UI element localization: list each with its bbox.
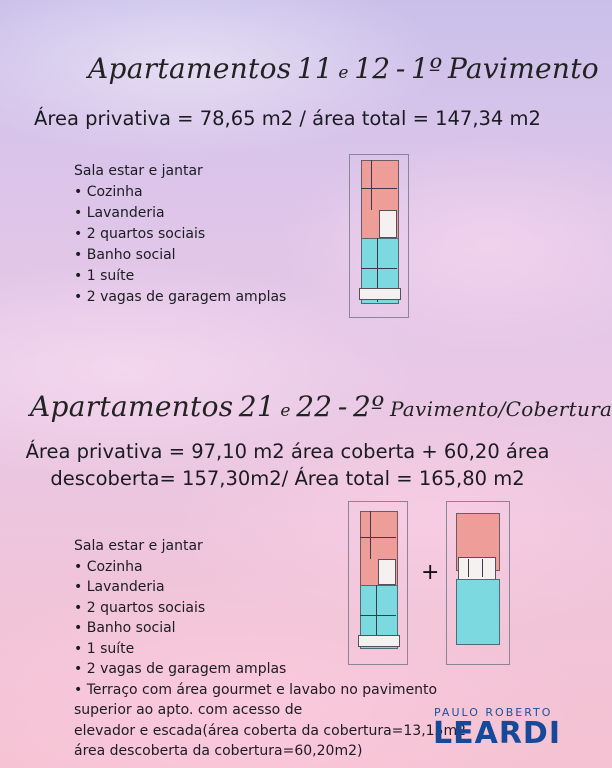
section2-title xyxy=(30,390,612,423)
section1-title-prefix: Apartamentos xyxy=(88,52,292,85)
section1-title-dash: - xyxy=(395,52,406,85)
section2-area-line2: descoberta= 157,30m2/ Área total = 165,80 m2 xyxy=(50,467,525,490)
section2-title-and: e xyxy=(280,401,291,421)
list-item: Sala estar e jantar xyxy=(74,538,203,554)
list-item: • 2 quartos sociais xyxy=(74,226,206,242)
list-item: • 2 vagas de garagem amplas xyxy=(74,289,287,305)
list-item: • Lavanderia xyxy=(74,205,165,221)
list-item: • 2 vagas de garagem amplas xyxy=(74,661,287,677)
section1-title-and: e xyxy=(338,63,349,83)
list-item: • 1 suíte xyxy=(74,268,135,284)
list-item: • 1 suíte xyxy=(74,640,135,657)
brand-logo-main: LEARDI xyxy=(433,716,561,751)
section1-title-num1: 11 xyxy=(296,52,334,85)
section2-title-floor: Pavimento/Cobertura xyxy=(389,397,612,421)
section2-title-floor-num: 2º xyxy=(352,390,385,423)
section2-title-dash: - xyxy=(337,390,348,423)
list-item: área descoberta da cobertura=60,20m2) xyxy=(74,743,363,759)
section2-title-prefix: Apartamentos xyxy=(30,390,234,423)
section1-floor-plan xyxy=(349,150,411,318)
section2-title-num2: 22 xyxy=(296,390,333,423)
section1-features-list xyxy=(74,161,286,308)
section1-area: Área privativa = 78,65 m2 / área total = 147,34 m2 xyxy=(34,107,541,130)
section2-title-num1: 21 xyxy=(238,390,276,423)
section2-area-line1: Área privativa = 97,10 m2 área coberta + 60,20 área xyxy=(25,440,550,463)
list-item: superior ao apto. com acesso de xyxy=(74,702,303,718)
section2-floor-plan xyxy=(348,497,410,665)
list-item: • Cozinha xyxy=(74,558,143,575)
section1-title-floor: Pavimento xyxy=(447,52,599,85)
section1-title xyxy=(88,52,599,85)
section1-title-num2: 12 xyxy=(354,52,391,85)
plus-sign: + xyxy=(421,560,440,585)
list-item: • Cozinha xyxy=(74,184,143,200)
list-item: • Terraço com área gourmet e lavabo no pavimento xyxy=(74,681,438,698)
list-item: • Banho social xyxy=(74,247,176,263)
list-item: • 2 quartos sociais xyxy=(74,599,206,616)
list-item: • Lavanderia xyxy=(74,579,165,595)
list-item: • Banho social xyxy=(74,620,176,636)
section1-title-floor-num: 1º xyxy=(410,52,443,85)
list-item: elevador e escada(área coberta da cobertura=13,15m2 xyxy=(74,722,467,739)
section2-rooftop-plan xyxy=(446,497,512,665)
list-item: Sala estar e jantar xyxy=(74,163,203,179)
brand-logo-top: PAULO ROBERTO xyxy=(434,706,553,719)
